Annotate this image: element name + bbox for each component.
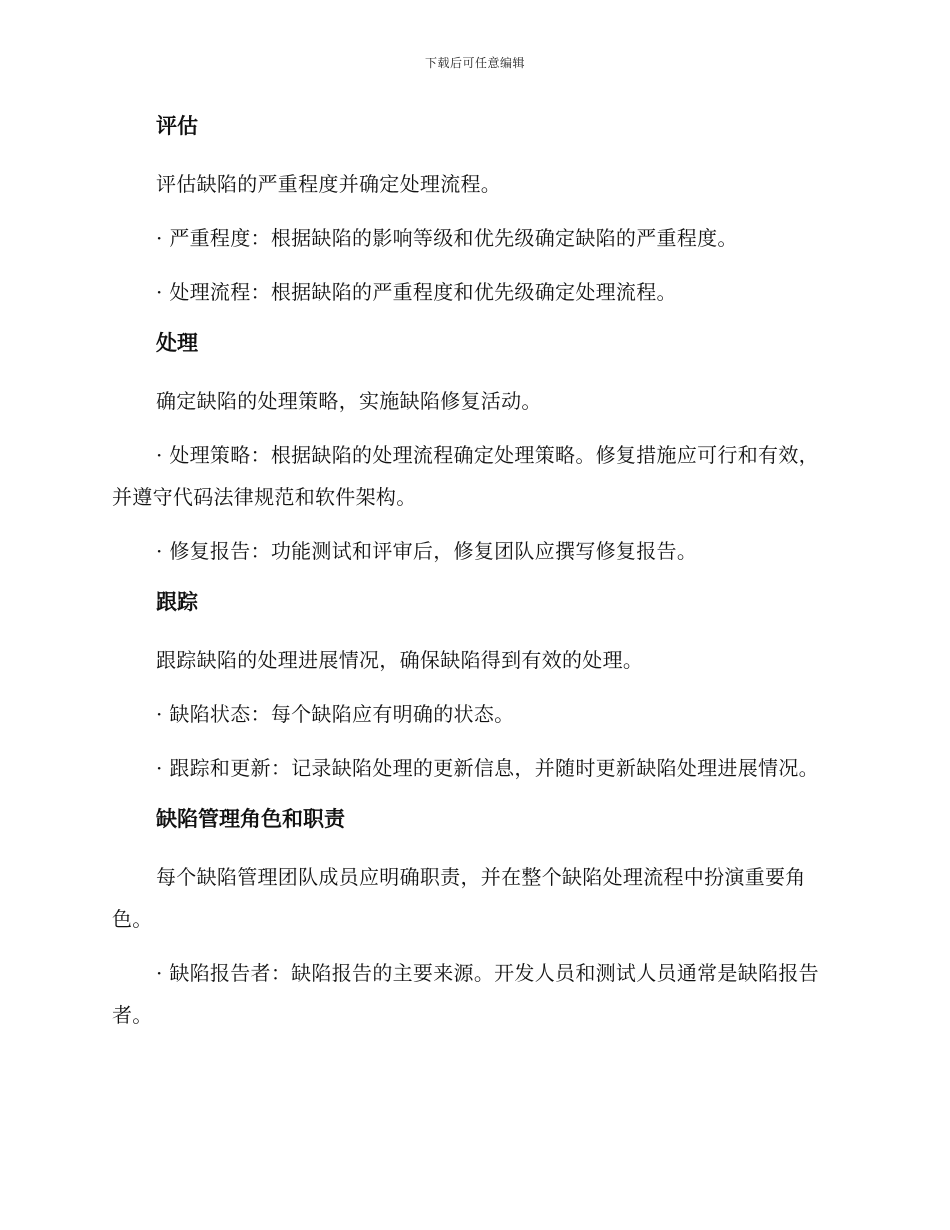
bullet-paragraph: · 缺陷状态：每个缺陷应有明确的状态。	[156, 702, 515, 726]
paragraph: 确定缺陷的处理策略，实施缺陷修复活动。	[156, 389, 542, 413]
bullet-paragraph: · 缺陷报告者：缺陷报告的主要来源。开发人员和测试人员通常是缺陷报告者。	[112, 961, 819, 1027]
section-roles	[112, 801, 832, 1036]
section-heading: 缺陷管理角色和职责	[156, 807, 345, 831]
section-handle	[112, 325, 832, 572]
bullet-paragraph: · 处理流程：根据缺陷的严重程度和优先级确定处理流程。	[156, 280, 677, 304]
section-heading: 跟踪	[156, 590, 198, 614]
section-assess	[112, 108, 832, 313]
paragraph: 跟踪缺陷的处理进展情况，确保缺陷得到有效的处理。	[156, 648, 644, 672]
section-heading: 处理	[156, 331, 198, 355]
bullet-paragraph: · 严重程度：根据缺陷的影响等级和优先级确定缺陷的严重程度。	[156, 226, 738, 250]
document-body	[112, 108, 832, 1048]
paragraph: 每个缺陷管理团队成员应明确职责，并在整个缺陷处理流程中扮演重要角色。	[112, 865, 806, 931]
paragraph: 评估缺陷的严重程度并确定处理流程。	[156, 172, 502, 196]
bullet-paragraph: · 跟踪和更新：记录缺陷处理的更新信息，并随时更新缺陷处理进展情况。	[156, 756, 819, 780]
bullet-paragraph: · 处理策略：根据缺陷的处理流程确定处理策略。修复措施应可行和有效，并遵守代码法律规范和软件架构。	[112, 443, 819, 509]
section-heading: 评估	[156, 114, 198, 138]
section-track	[112, 584, 832, 789]
header-note: 下载后可任意编辑	[424, 56, 525, 70]
bullet-paragraph: · 修复报告：功能测试和评审后，修复团队应撰写修复报告。	[156, 539, 698, 563]
